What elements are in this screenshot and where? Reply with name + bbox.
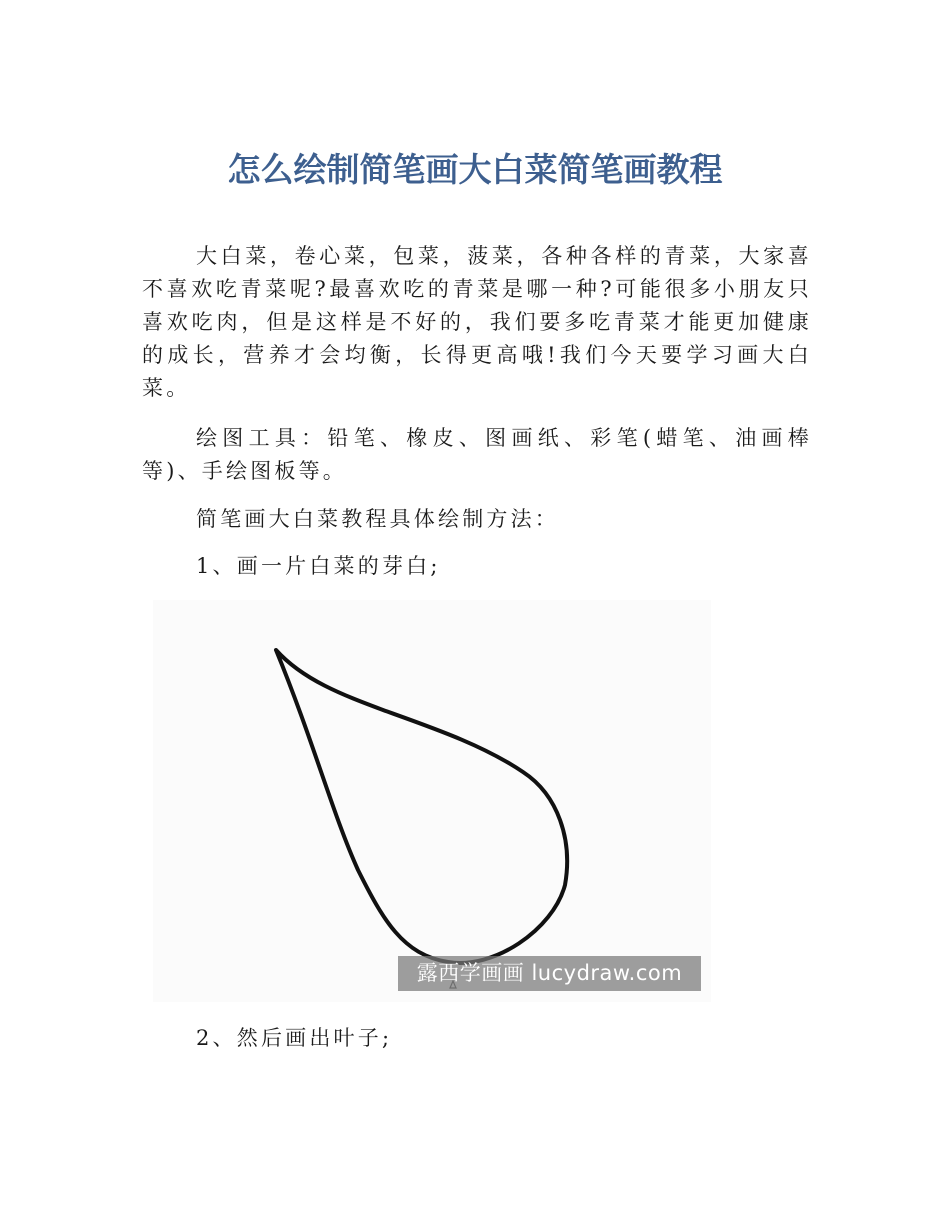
intro-paragraph: 大白菜，卷心菜，包菜，菠菜，各种各样的青菜，大家喜不喜欢吃青菜呢?最喜欢吃的青菜是哪一种?可能很多小朋友只喜欢吃肉，但是这样是不好的，我们要多吃青菜才能更加健康的成长，营养才会均衡，长得更高哦!我们今天要学习画大白菜。 <box>142 244 812 400</box>
method-heading: 简笔画大白菜教程具体绘制方法： <box>196 507 559 531</box>
page-title: 怎么绘制简笔画大白菜简笔画教程 <box>227 150 723 189</box>
watermark: 露西学画画 lucydraw.com <box>398 956 701 991</box>
cabbage-leaf-drawing <box>153 600 711 1002</box>
step-2-text: 2、然后画出叶子; <box>196 1026 393 1050</box>
leaf-outline <box>276 650 567 963</box>
tools-paragraph: 绘图工具：铅笔、橡皮、图画纸、彩笔(蜡笔、油画棒等)、手绘图板等。 <box>142 426 812 483</box>
step-1-text: 1、画一片白菜的芽白; <box>196 554 441 578</box>
step-1-illustration <box>153 600 711 1002</box>
